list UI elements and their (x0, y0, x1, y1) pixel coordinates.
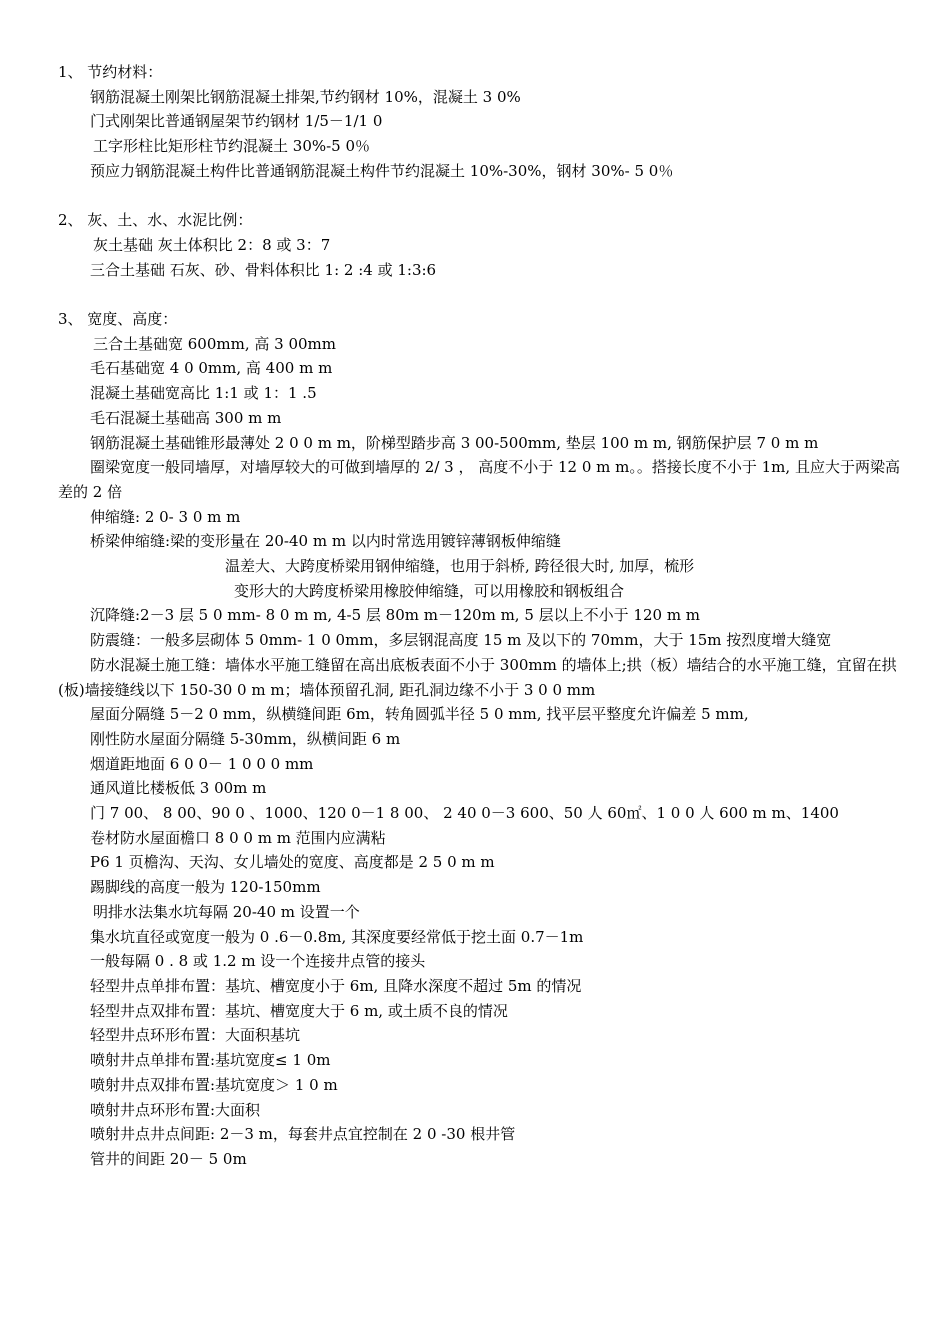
text-line: 卷材防水屋面檐口 8 0 0 m m 范围内应满粘 (90, 828, 386, 847)
section-heading-ratios: 2、 灰、土、水、水泥比例： (58, 211, 253, 230)
text-line: 灰土基础 灰土体积比 2：8 或 3：7 (93, 235, 331, 254)
text-line: 毛石混凝土基础高 300 m m (90, 408, 282, 427)
text-line: 集水坑直径或宽度一般为 0 .6－0.8m, 其深度要经常低于挖土面 0.7－1m (90, 927, 584, 946)
text-line: 工字形柱比矩形柱节约混凝土 30%-5 0％ (93, 137, 371, 156)
text-line: P6 1 页檐沟、天沟、女儿墙处的宽度、高度都是 2 5 0 m m (90, 853, 495, 872)
text-paragraph: 防水混凝土施工缝：墙体水平施工缝留在高出底板表面不小于 300mm 的墙体上;拱（板）墙结合的水平施工缝，宜留在拱(板)墙接缝线以下 150-30 0 m m；墙体预留孔洞, 距孔洞边缘不小于 3 0 0 mm (58, 655, 897, 699)
text-paragraph: 圈梁宽度一般同墙厚，对墙厚较大的可做到墙厚的 2/ 3 ， 高度不小于 12 0 m m。。搭接长度不小于 1m, 且应大于两梁高差的 2 倍 (58, 458, 900, 501)
text-line: 喷射井点环形布置:大面积 (90, 1100, 261, 1119)
text-line: 毛石基础宽 4 0 0mm, 高 400 m m (90, 359, 333, 378)
section-heading-materials: 1、 节约材料： (58, 63, 163, 81)
text-line: 钢筋混凝土刚架比钢筋混凝土排架,节约钢材 10%，混凝土 3 0% (90, 87, 521, 106)
text-line: 三合土基础 石灰、砂、骨料体积比 1: 2 :4 或 1:3:6 (90, 260, 437, 279)
text-line: 一般每隔 0 . 8 或 1.2 m 设一个连接井点管的接头 (90, 952, 426, 971)
text-line: 喷射井点双排布置:基坑宽度＞ 1 0 m (90, 1075, 338, 1094)
blank-line (58, 282, 910, 307)
text-line: 喷射井点井点间距: 2－3 m，每套井点宜控制在 2 0 -30 根井管 (90, 1125, 516, 1144)
section-heading-dimensions: 3、 宽度、高度： (58, 310, 178, 328)
text-line: 刚性防水屋面分隔缝 5-30mm，纵横间距 6 m (90, 729, 401, 748)
text-line: 轻型井点单排布置：基坑、槽宽度小于 6m, 且降水深度不超过 5m 的情况 (90, 976, 582, 995)
text-line: 轻型井点双排布置：基坑、槽宽度大于 6 m, 或土质不良的情况 (90, 1001, 508, 1020)
text-line: 踢脚线的高度一般为 120-150mm (90, 878, 321, 897)
text-paragraph: 门 7 00、 8 00、90 0 、1000、120 0－1 8 00、 2 40 0－3 600、50 人 60㎡、1 0 0 人 600 m m、1400 (90, 804, 839, 823)
text-line: 伸缩缝: 2 0- 3 0 m m (90, 507, 241, 526)
text-line: 温差大、大跨度桥梁用钢伸缩缝，也用于斜桥, 跨径很大时, 加厚，梳形 (225, 557, 695, 576)
text-line: 沉降缝:2－3 层 5 0 mm- 8 0 m m, 4-5 层 80m m－120m m, 5 层以上不小于 120 m m (90, 606, 701, 625)
text-line: 桥梁伸缩缝:梁的变形量在 20-40 m m 以内时常选用镀锌薄钢板伸缩缝 (90, 532, 561, 551)
text-line: 通风道比楼板低 3 00m m (90, 779, 267, 798)
text-line: 三合土基础宽 600mm, 高 3 00mm (93, 334, 336, 353)
text-line: 屋面分隔缝 5－2 0 mm，纵横缝间距 6m，转角圆弧半径 5 0 mm, 找平层平整度允许偏差 5 mm, (90, 705, 749, 724)
text-line: 预应力钢筋混凝土构件比普通钢筋混凝土构件节约混凝土 10%-30%，钢材 30%- 5 0％ (90, 161, 674, 180)
text-line: 明排水法集水坑每隔 20-40 m 设置一个 (93, 902, 360, 921)
text-line: 变形大的大跨度桥梁用橡胶伸缩缝，可以用橡胶和钢板组合 (234, 581, 625, 600)
blank-line (58, 184, 910, 209)
text-paragraph: 防震缝：一般多层砌体 5 0mm- 1 0 0mm，多层钢混高度 15 m 及以下的 70mm，大于 15m 按烈度增大缝宽 (90, 631, 832, 650)
text-line: 管井的间距 20－ 5 0m (90, 1149, 247, 1168)
text-line: 轻型井点环形布置：大面积基坑 (90, 1026, 301, 1045)
text-line: 烟道距地面 6 0 0－ 1 0 0 0 mm (90, 754, 314, 773)
text-line: 喷射井点单排布置:基坑宽度≤ 1 0m (90, 1051, 331, 1070)
text-line: 门式刚架比普通钢屋架节约钢材 1/5－1/1 0 (90, 112, 383, 131)
text-line: 混凝土基础宽高比 1:1 或 1：1 .5 (90, 384, 317, 403)
text-paragraph: 钢筋混凝土基础锥形最薄处 2 0 0 m m，阶梯型踏步高 3 00-500mm, 垫层 100 m m, 钢筋保护层 7 0 m m (90, 433, 819, 452)
